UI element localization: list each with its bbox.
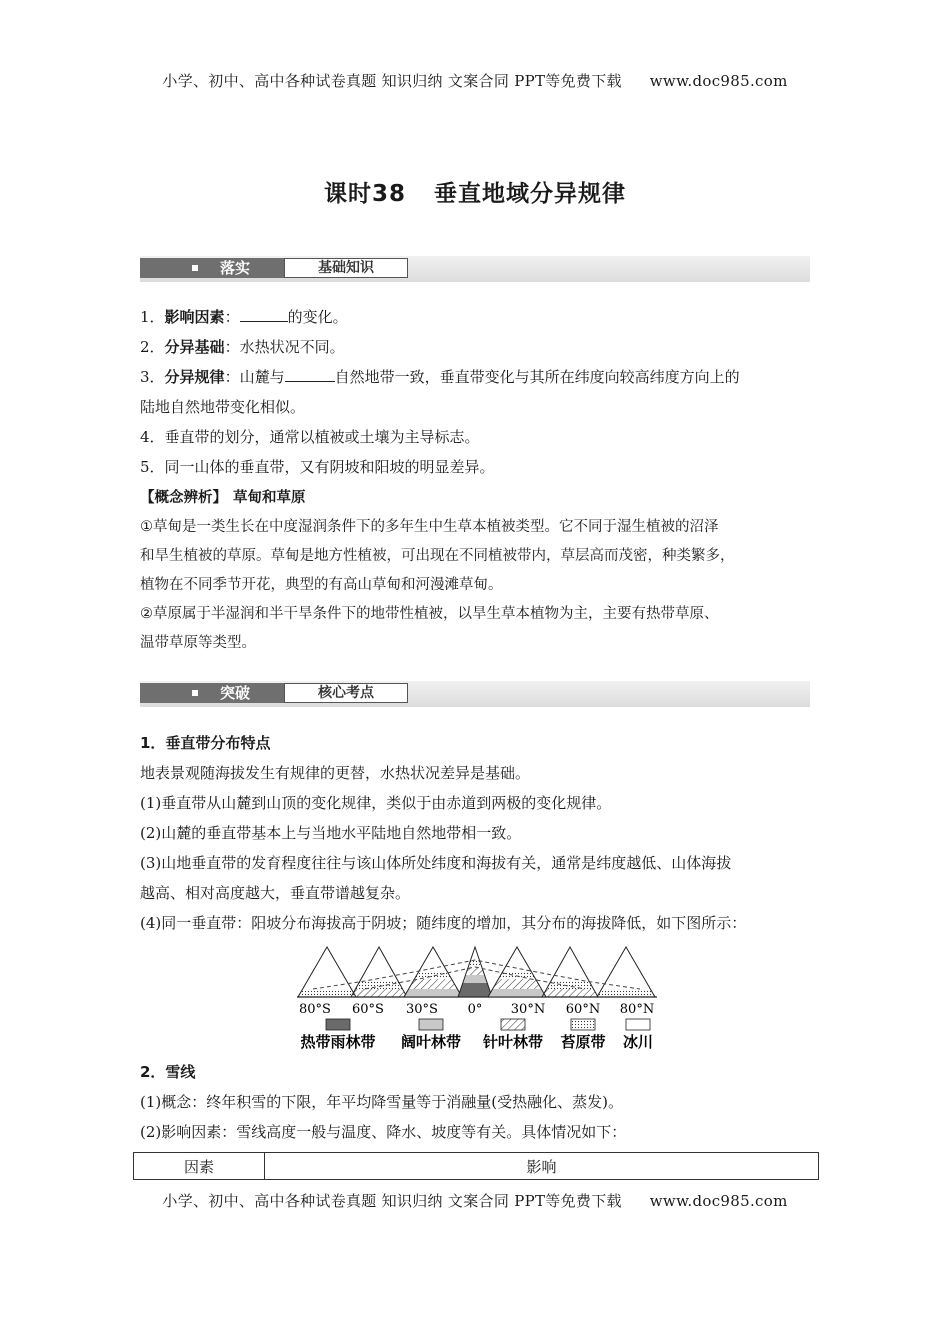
paragraph-line: (1)概念：终年积雪的下限，年平均降雪量等于消融量(受热融化、蒸发)。: [140, 1093, 623, 1111]
latitude-label: 60°S: [352, 1002, 384, 1017]
paragraph-line: 地表景观随海拔发生有规律的更替，水热状况差异是基础。: [140, 764, 531, 782]
subheading: 2．雪线: [140, 1063, 196, 1081]
section-tag: 突破: [220, 684, 251, 702]
paragraph-line: (1)垂直带从山麓到山顶的变化规律，类似于由赤道到两极的变化规律。: [140, 794, 612, 812]
section-label: 基础知识: [284, 258, 408, 278]
list-item: 3．分异规律：山麓与 自然地带一致，垂直带变化与其所在纬度向较高纬度方向上的: [140, 362, 820, 392]
list-item: 1．影响因素： 的变化。: [140, 302, 820, 332]
factors-table: [133, 1152, 819, 1180]
legend-label: 苔原带: [560, 1033, 606, 1051]
latitude-label: 30°N: [510, 1002, 546, 1017]
paragraph-line: (2)影响因素：雪线高度一般与温度、降水、坡度等有关。具体情况如下：: [140, 1123, 627, 1141]
vertical-zone-diagram: [295, 945, 665, 1057]
latitude-label: 80°S: [299, 1002, 331, 1017]
concept-line: 植物在不同季节开花，典型的有高山草甸和河漫滩草甸。: [140, 577, 503, 593]
concept-heading: 【概念辨析】 草甸和草原: [140, 490, 306, 506]
paragraph-line: 越高、相对高度越大，垂直带谱越复杂。: [140, 884, 411, 902]
concept-line: 和旱生植被的草原。草甸是地方性植被，可出现在不同植被带内，草层高而茂密，种类繁多，: [140, 548, 735, 564]
footer-text: 小学、初中、高中各种试卷真题 知识归纳 文案合同 PPT等免费下载: [162, 1192, 622, 1210]
section-banner-basics: [140, 256, 810, 282]
legend-swatch-glacier: [626, 1019, 650, 1030]
table-header-row: [134, 1153, 819, 1180]
legend-label: 热带雨林带: [300, 1033, 376, 1051]
page-title: [0, 175, 950, 208]
list-item: 陆地自然地带变化相似。: [140, 398, 306, 416]
paragraph-line: (4)同一垂直带：阳坡分布海拔高于阴坡；随纬度的增加，其分布的海拔降低，如下图所示：: [140, 914, 747, 932]
concept-analysis: [140, 484, 820, 658]
concept-line: ①草甸是一类生长在中度湿润条件下的多年生中生草本植被类型。它不同于湿生植被的沼泽: [140, 519, 719, 535]
page-header: [0, 70, 950, 91]
table-header-cell: 影响: [265, 1153, 819, 1180]
footer-url[interactable]: www.doc985.com: [649, 1192, 788, 1210]
legend-swatch-broadleaf: [419, 1019, 443, 1030]
legend-label: 冰川: [622, 1033, 654, 1051]
latitude-label: 30°S: [406, 1002, 438, 1017]
page-footer: [0, 1190, 950, 1211]
legend-swatch-rainforest: [326, 1019, 350, 1030]
paragraph-line: (2)山麓的垂直带基本上与当地水平陆地自然地带相一致。: [140, 824, 522, 842]
table-header-cell: 因素: [134, 1153, 265, 1180]
section-banner-core: [140, 681, 810, 707]
list-item: 2．分异基础：水热状况不同。: [140, 338, 345, 356]
legend-label: 针叶林带: [482, 1033, 544, 1051]
legend-label: 阔叶林带: [400, 1033, 462, 1051]
subheading: 1．垂直带分布特点: [140, 734, 271, 752]
latitude-label: 60°N: [565, 1002, 601, 1017]
latitude-label: 0°: [467, 1002, 483, 1017]
section-tag: 落实: [220, 259, 251, 277]
lesson-number: 课时38: [323, 181, 406, 207]
latitude-label: 80°N: [619, 1002, 655, 1017]
basics-list: [140, 302, 820, 482]
concept-line: 温带草原等类型。: [140, 635, 256, 651]
snowline-section: [140, 1057, 820, 1147]
section-label: 核心考点: [284, 683, 408, 703]
lesson-topic: 垂直地域分异规律: [434, 181, 626, 207]
concept-line: ②草原属于半湿润和半干旱条件下的地带性植被，以旱生草本植物为主，主要有热带草原、: [140, 606, 719, 622]
list-item: 4．垂直带的划分，通常以植被或土壤为主导标志。: [140, 428, 480, 446]
header-url[interactable]: www.doc985.com: [649, 72, 788, 90]
legend-swatch-tundra: [571, 1019, 595, 1030]
list-item: 5．同一山体的垂直带，又有阴坡和阳坡的明显差异。: [140, 458, 495, 476]
paragraph-line: (3)山地垂直带的发育程度往往与该山体所处纬度和海拔有关，通常是纬度越低、山体海拔: [140, 854, 732, 872]
fill-blank[interactable]: [285, 365, 335, 382]
core-points: [140, 728, 820, 938]
fill-blank[interactable]: [240, 305, 288, 322]
legend-swatch-conifer: [501, 1019, 525, 1030]
header-text: 小学、初中、高中各种试卷真题 知识归纳 文案合同 PPT等免费下载: [162, 72, 622, 90]
